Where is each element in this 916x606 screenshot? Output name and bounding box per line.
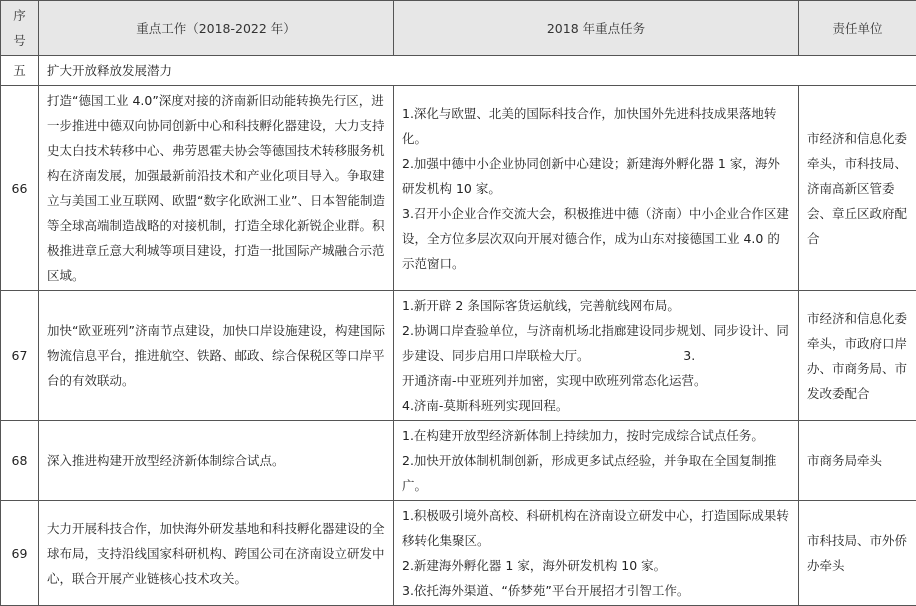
section-title: 扩大开放释放发展潜力 xyxy=(39,56,916,86)
table-row xyxy=(1,291,916,421)
task-item: 3.召开小企业合作交流大会，积极推进中德（济南）中小企业合作区建设，全方位多层次双向开展对德合作，成为山东对接德国工业 4.0 的示范窗口。 xyxy=(402,201,790,276)
row-unit: 市商务局牵头 xyxy=(799,421,916,501)
row-tasks xyxy=(394,501,799,606)
row-tasks xyxy=(394,421,799,501)
task-item: 2.协调口岸查验单位，与济南机场北指廊建设同步规划、同步设计、同步建设、同步启用口岸联检大厅。 3. xyxy=(402,318,790,368)
task-item: 2.加快开放体制机制创新，形成更多试点经验，并争取在全国复制推广。 xyxy=(402,448,790,498)
row-no: 68 xyxy=(1,421,39,501)
row-unit: 市经济和信息化委牵头，市政府口岸办、市商务局、市发改委配合 xyxy=(799,291,916,421)
task-item: 1.积极吸引境外高校、科研机构在济南设立研发中心，打造国际成果转移转化集聚区。 xyxy=(402,503,790,553)
task-item: 1.新开辟 2 条国际客货运航线，完善航线网布局。 xyxy=(402,293,790,318)
task-item: 2.新建海外孵化器 1 家，海外研发机构 10 家。 xyxy=(402,553,790,578)
row-work: 打造“德国工业 4.0”深度对接的济南新旧动能转换先行区，进一步推进中德双向协同创新中心和科技孵化器建设，大力支持史太白技术转移中心、弗劳恩霍夫协会等德国技术转移服务机构在济南发展，加强最新前沿技术和产业化项目导入。争取建立与美国工业互联网、欧盟“数字化欧洲工业”、日本智能制造等全球高端制造战略的对接机制，打造全球化新锐企业群。积极推进章丘意大利城等项目建设，打造一批国际产城融合示范区域。 xyxy=(39,86,394,291)
section-no: 五 xyxy=(1,56,39,86)
task-item: 3.依托海外渠道、“侨梦苑”平台开展招才引智工作。 xyxy=(402,578,790,603)
row-work: 加快“欧亚班列”济南节点建设，加快口岸设施建设，构建国际物流信息平台，推进航空、铁路、邮政、综合保税区等口岸平台的有效联动。 xyxy=(39,291,394,421)
row-work: 大力开展科技合作，加快海外研发基地和科技孵化器建设的全球布局，支持沿线国家科研机构、跨国公司在济南设立研发中心，联合开展产业链核心技术攻关。 xyxy=(39,501,394,606)
header-work: 重点工作（2018-2022 年） xyxy=(39,1,394,56)
task-item: 开通济南-中亚班列并加密，实现中欧班列常态化运营。 xyxy=(402,368,790,393)
row-tasks xyxy=(394,86,799,291)
task-item: 4.济南-莫斯科班列实现回程。 xyxy=(402,393,790,418)
table-row xyxy=(1,421,916,501)
task-item: 1.深化与欧盟、北美的国际科技合作，加快国外先进科技成果落地转化。 xyxy=(402,101,790,151)
header-tasks: 2018 年重点任务 xyxy=(394,1,799,56)
row-tasks xyxy=(394,291,799,421)
table-header-row xyxy=(1,1,916,56)
row-unit: 市科技局、市外侨办牵头 xyxy=(799,501,916,606)
section-row xyxy=(1,56,916,86)
row-work: 深入推进构建开放型经济新体制综合试点。 xyxy=(39,421,394,501)
table-row xyxy=(1,501,916,606)
row-no: 67 xyxy=(1,291,39,421)
header-no: 序号 xyxy=(1,1,39,56)
table-row xyxy=(1,86,916,291)
row-no: 66 xyxy=(1,86,39,291)
row-unit: 市经济和信息化委牵头，市科技局、济南高新区管委会、章丘区政府配合 xyxy=(799,86,916,291)
header-unit: 责任单位 xyxy=(799,1,916,56)
task-item: 2.加强中德中小企业协同创新中心建设；新建海外孵化器 1 家，海外研发机构 10 家。 xyxy=(402,151,790,201)
task-item: 1.在构建开放型经济新体制上持续加力，按时完成综合试点任务。 xyxy=(402,423,790,448)
row-no: 69 xyxy=(1,501,39,606)
